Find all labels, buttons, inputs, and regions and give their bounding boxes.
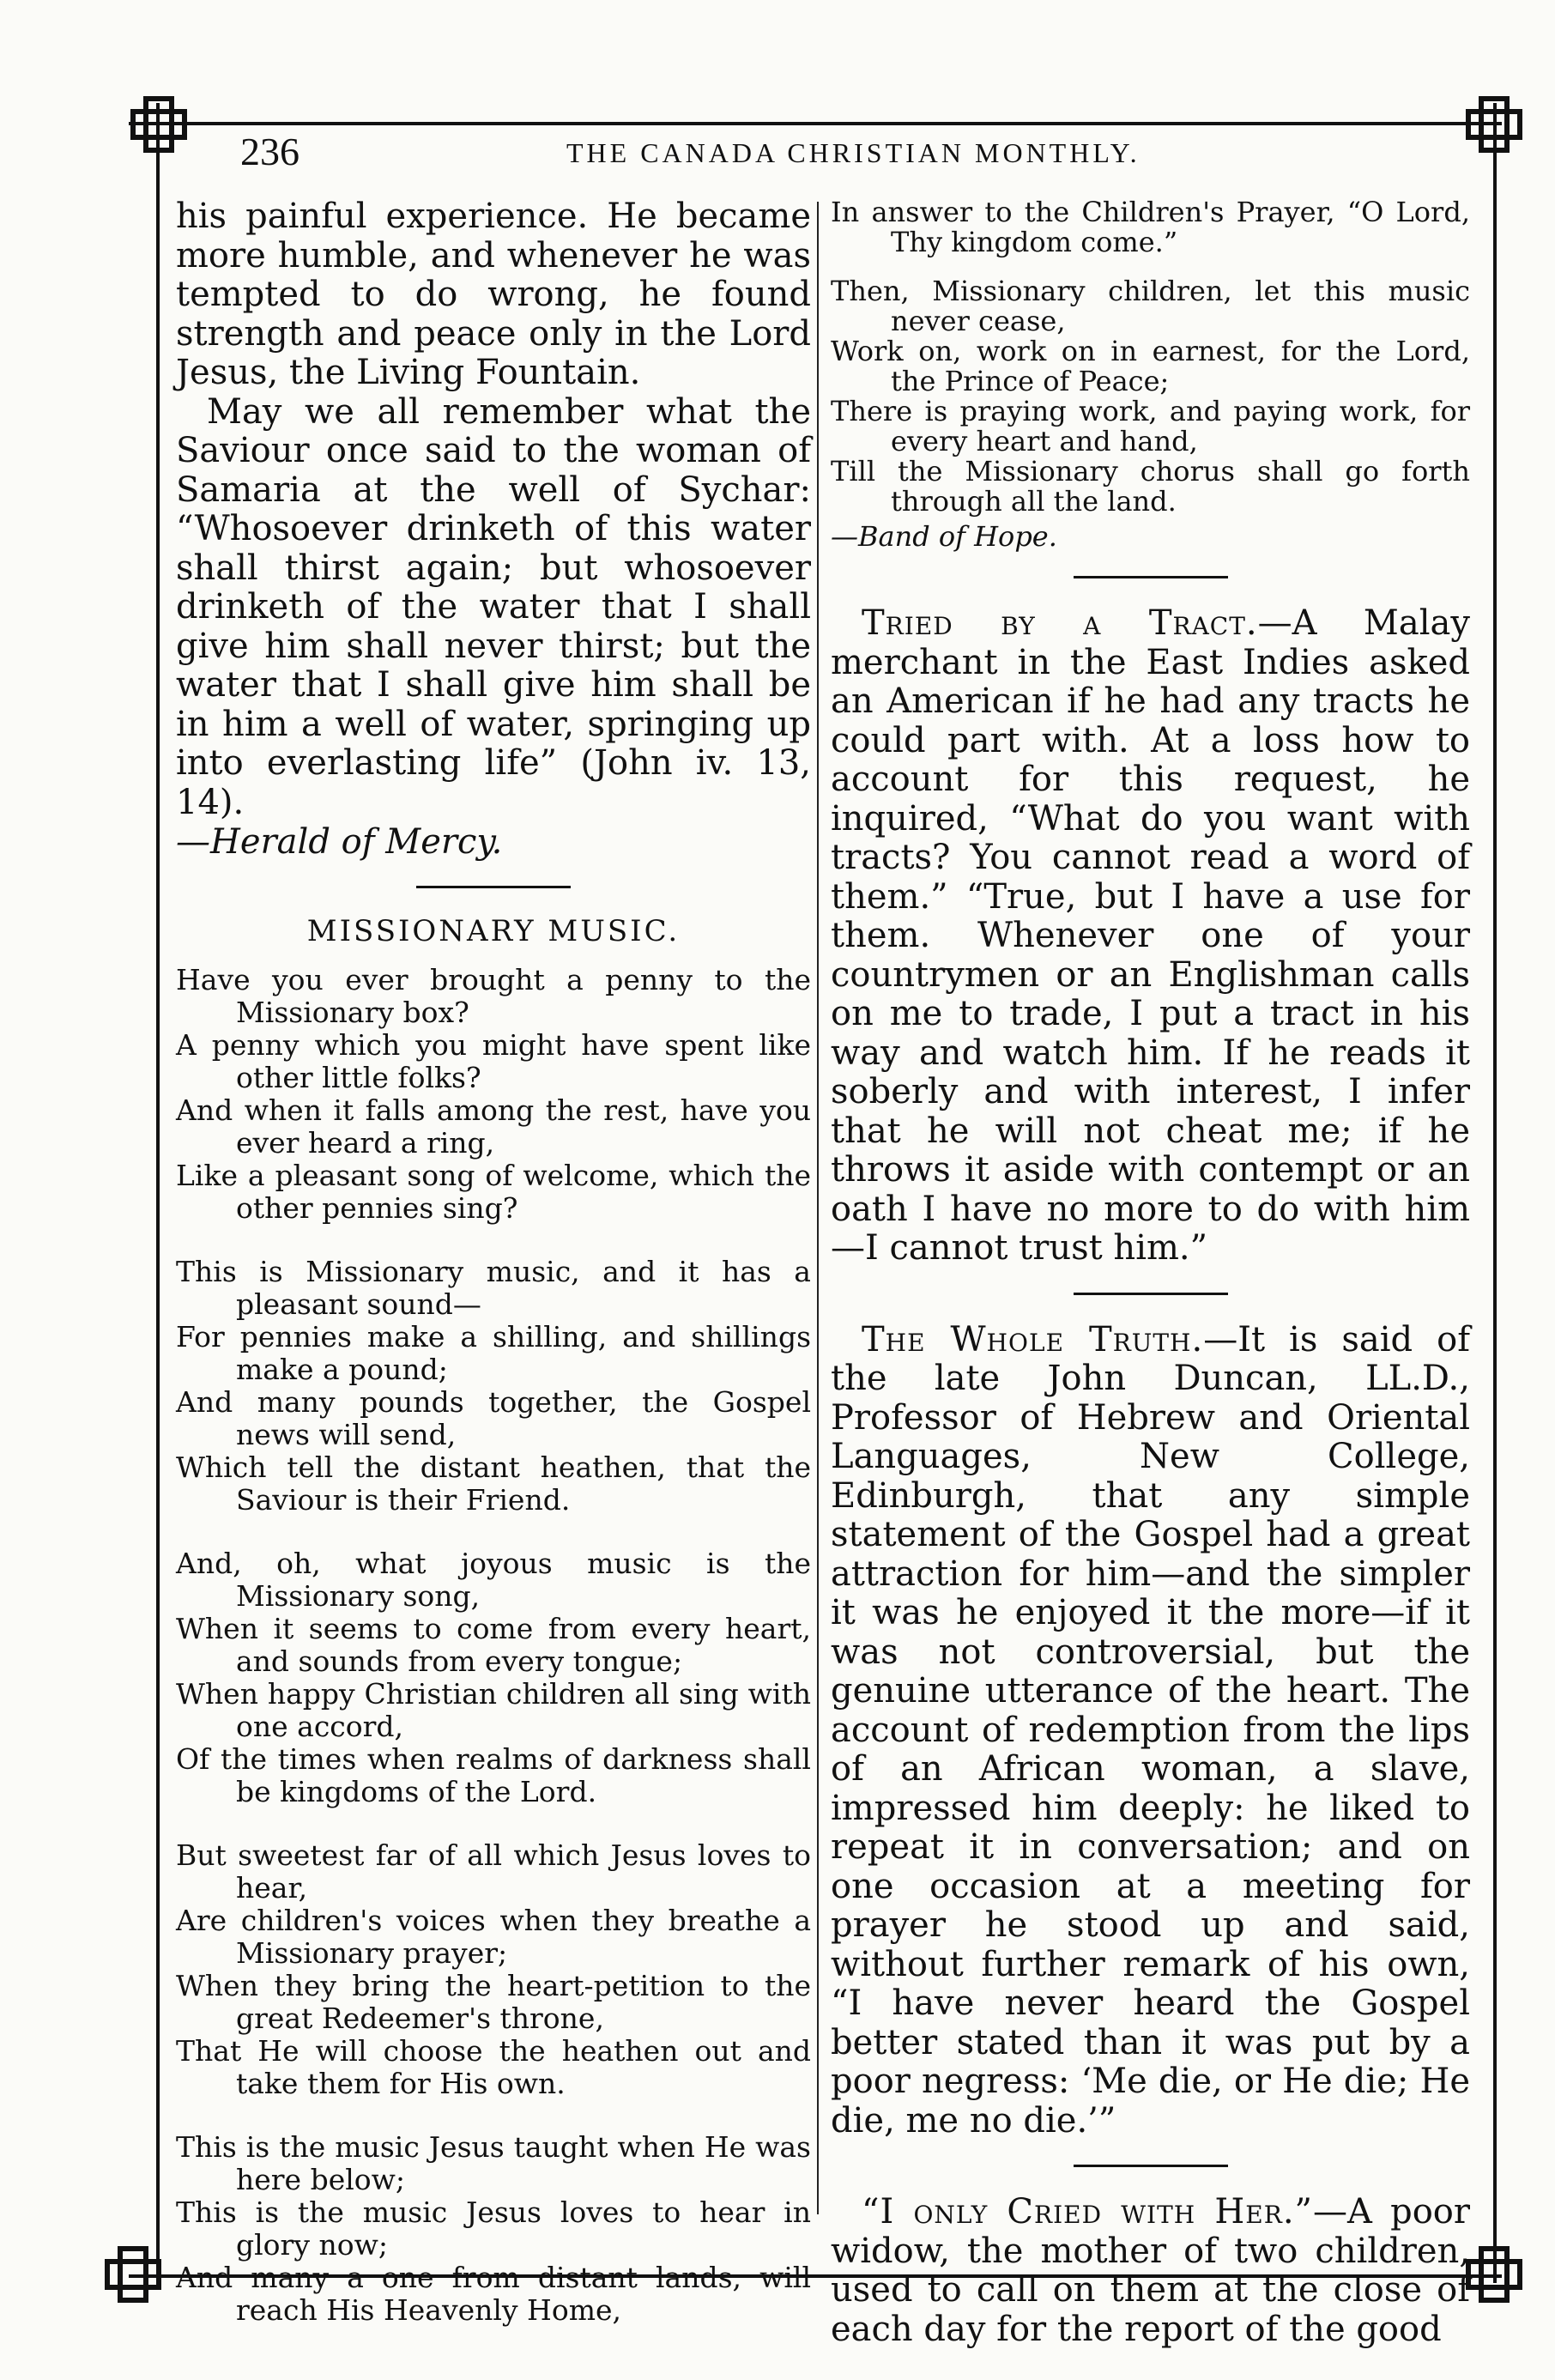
- frame-top-rule: [129, 122, 1502, 125]
- poem-line: Work on, work on in earnest, for the Lord, the Prince of Peace;: [831, 335, 1470, 397]
- article-whole-truth: [831, 1321, 1470, 2141]
- poem-source: —Band of Hope.: [831, 520, 1057, 553]
- poem-stanza: [176, 2131, 811, 2327]
- poem-stanza: [831, 197, 1470, 257]
- intro-source: —Herald of Mercy.: [176, 822, 503, 862]
- section-rule: [1074, 2165, 1228, 2167]
- poem-line: But sweetest far of all which Jesus loves to hear,: [176, 1838, 811, 1905]
- poem-stanza: [176, 964, 811, 1225]
- poem-line: And, oh, what joyous music is the Missionary song,: [176, 1547, 811, 1613]
- page-header: [154, 129, 1493, 180]
- intro-paragraph-1: his painful experience. He became more humble, and whenever he was tempted to do wrong, he found strength and peace only in the Lord Jesus, the Living Fountain.: [176, 197, 811, 392]
- poem-stanza: [176, 1547, 811, 1808]
- poem-line: Of the times when realms of darkness shall be kingdoms of the Lord.: [176, 1742, 811, 1808]
- corner-ornament-bottom-right-icon: [1464, 2244, 1524, 2304]
- section-rule: [1074, 1293, 1228, 1295]
- poem-line: This is the music Jesus taught when He was here below;: [176, 2130, 811, 2196]
- poem-missionary-music: [176, 964, 811, 2327]
- poem-line: Have you ever brought a penny to the Missionary box?: [176, 963, 811, 1029]
- page-number: 236: [240, 130, 300, 173]
- poem-line: When they bring the heart-petition to the great Redeemer's throne,: [176, 1969, 811, 2035]
- article-heading: “I only Cried with Her.”: [862, 2192, 1313, 2232]
- poem-line: This is Missionary music, and it has a pleasant sound—: [176, 1255, 811, 1321]
- article-body: —A poor widow, the mother of two children, used to call on them at the close of each day for the report of the good: [831, 2192, 1470, 2349]
- poem-stanza: [176, 1839, 811, 2100]
- left-column: [176, 197, 811, 2327]
- intro-article: [176, 197, 811, 862]
- poem-line: A penny which you might have spent like other little folks?: [176, 1028, 811, 1094]
- poem-continuation: [831, 197, 1470, 552]
- poem-stanza: [831, 276, 1470, 517]
- poem-line: Then, Missionary children, let this music never cease,: [831, 275, 1470, 337]
- intro-paragraph-2: May we all remember what the Saviour once said to the woman of Samaria at the well of Sychar: “Whosoever drinketh of this water shall thirst again; but whosoever drinketh of the water that I shall give him shall never thirst; but the water that I shall give him shall be in him a well of water, springing up into everlasting life” (John iv. 13, 14).: [176, 391, 811, 822]
- column-divider: [817, 202, 819, 2214]
- article-heading: Tried by a Tract.: [862, 603, 1258, 643]
- article-only-cried: [831, 2193, 1470, 2349]
- section-rule: [1074, 576, 1228, 578]
- frame-left-rule: [156, 103, 160, 2283]
- poem-line: And when it falls among the rest, have you ever heard a ring,: [176, 1093, 811, 1160]
- poem-line: And many pounds together, the Gospel news will send,: [176, 1385, 811, 1451]
- poem-line: This is the music Jesus loves to hear in glory now;: [176, 2195, 811, 2262]
- article-body: —It is said of the late John Duncan, LL.D., Professor of Hebrew and Oriental Languages, New College, Edinburgh, that any simple statement of the Gospel had a great attraction for him—and the simpler it was he enjoyed it the more—if it was not controversial, but the genuine utterance of the heart. The account of redemption from the lips of an African woman, a slave, impressed him deeply: he liked to repeat it in conversation; and on one occasion at a meeting for prayer he stood up and said, without further remark of his own, “I have never heard the Gospel better stated than it was put by a poor negress: ‘Me die, or He die; He die, me no die.’”: [831, 1319, 1471, 2141]
- article-tried-by-a-tract: [831, 604, 1470, 1269]
- poem-line: For pennies make a shilling, and shillings make a pound;: [176, 1320, 811, 1386]
- poem-line: When it seems to come from every heart, and sounds from every tongue;: [176, 1612, 811, 1678]
- poem-line: Till the Missionary chorus shall go forth through all the land.: [831, 455, 1470, 518]
- article-heading: The Whole Truth.: [862, 1319, 1204, 1360]
- poem-title: MISSIONARY MUSIC.: [306, 914, 681, 948]
- article-body: —A Malay merchant in the East Indies asked an American if he had any tracts he could part with. At a loss how to account for this request, he inquired, “What do you want with tracts? You cannot read a word of them.” “True, but I have a use for them. Whenever one of your countrymen or an Englishman calls on me to trade, I put a tract in his way and watch him. If he reads it soberly and with interest, I infer that he will not cheat me; if he throws it aside with contempt or an oath I have no more to do with him—I cannot trust him.”: [831, 603, 1470, 1268]
- frame-right-rule: [1493, 103, 1497, 2283]
- poem-line: And many a one from distant lands, will reach His Heavenly Home,: [176, 2261, 811, 2327]
- corner-ornament-bottom-left-icon: [103, 2244, 163, 2304]
- running-title: THE CANADA CHRISTIAN MONTHLY.: [566, 137, 1141, 168]
- poem-line: In answer to the Children's Prayer, “O Lord, Thy kingdom come.”: [831, 196, 1470, 258]
- poem-line: That He will choose the heathen out and take them for His own.: [176, 2034, 811, 2100]
- poem-line: Like a pleasant song of welcome, which the other pennies sing?: [176, 1159, 811, 1225]
- section-rule: [416, 886, 571, 888]
- poem-line: Are children's voices when they breathe a Missionary prayer;: [176, 1904, 811, 1970]
- poem-line: Which tell the distant heathen, that the Saviour is their Friend.: [176, 1450, 811, 1517]
- poem-line: When happy Christian children all sing with one accord,: [176, 1677, 811, 1743]
- poem-stanza: [176, 1256, 811, 1517]
- poem-line: There is praying work, and paying work, for every heart and hand,: [831, 395, 1470, 457]
- right-column: [831, 197, 1470, 2349]
